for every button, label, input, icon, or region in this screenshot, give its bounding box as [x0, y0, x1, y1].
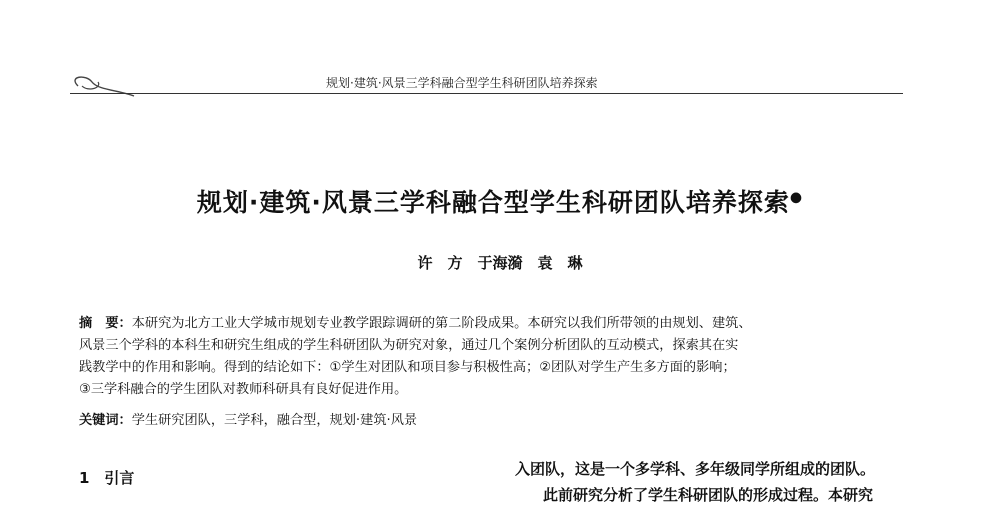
body-line: 入团队，这是一个多学科、多年级同学所组成的团队。 — [515, 460, 876, 478]
keywords — [79, 409, 417, 428]
section-heading: 1 引言 — [79, 469, 135, 487]
abstract — [79, 313, 905, 401]
keywords-text: 学生研究团队，三学科，融合型，规划·建筑·风景 — [131, 413, 418, 428]
abstract-label: 摘 要： — [79, 316, 132, 331]
abstract-line: ③三学科融合的学生团队对教师科研具有良好促进作用。 — [79, 382, 408, 397]
running-title: 规划·建筑·风景三学科融合型学生科研团队培养探索 — [326, 76, 598, 90]
title-text: 规划·建筑·风景三学科融合型学生科研团队培养探索 — [196, 188, 790, 217]
authors: 许 方 于海漪 袁 琳 — [417, 254, 583, 272]
article-title — [0, 183, 1000, 219]
title-footnote-mark: ● — [789, 189, 804, 206]
abstract-line: 践教学中的作用和影响。得到的结论如下：①学生对团队和项目参与积极性高；②团队对学生产生多方面的影响； — [79, 360, 736, 375]
body-column — [515, 456, 915, 508]
abstract-text: 本研究为北方工业大学城市规划专业教学跟踪调研的第二阶段成果。本研究以我们所带领的由规划、建筑、 — [131, 316, 752, 331]
body-line: 此前研究分析了学生科研团队的形成过程。本研究 — [543, 486, 874, 504]
header-rule — [70, 93, 903, 94]
keywords-label: 关键词： — [79, 413, 132, 428]
abstract-line: 风景三个学科的本科生和研究生组成的学生科研团队为研究对象，通过几个案例分析团队的互动模式，探索其在实 — [79, 338, 739, 353]
abstract-line — [79, 313, 905, 335]
